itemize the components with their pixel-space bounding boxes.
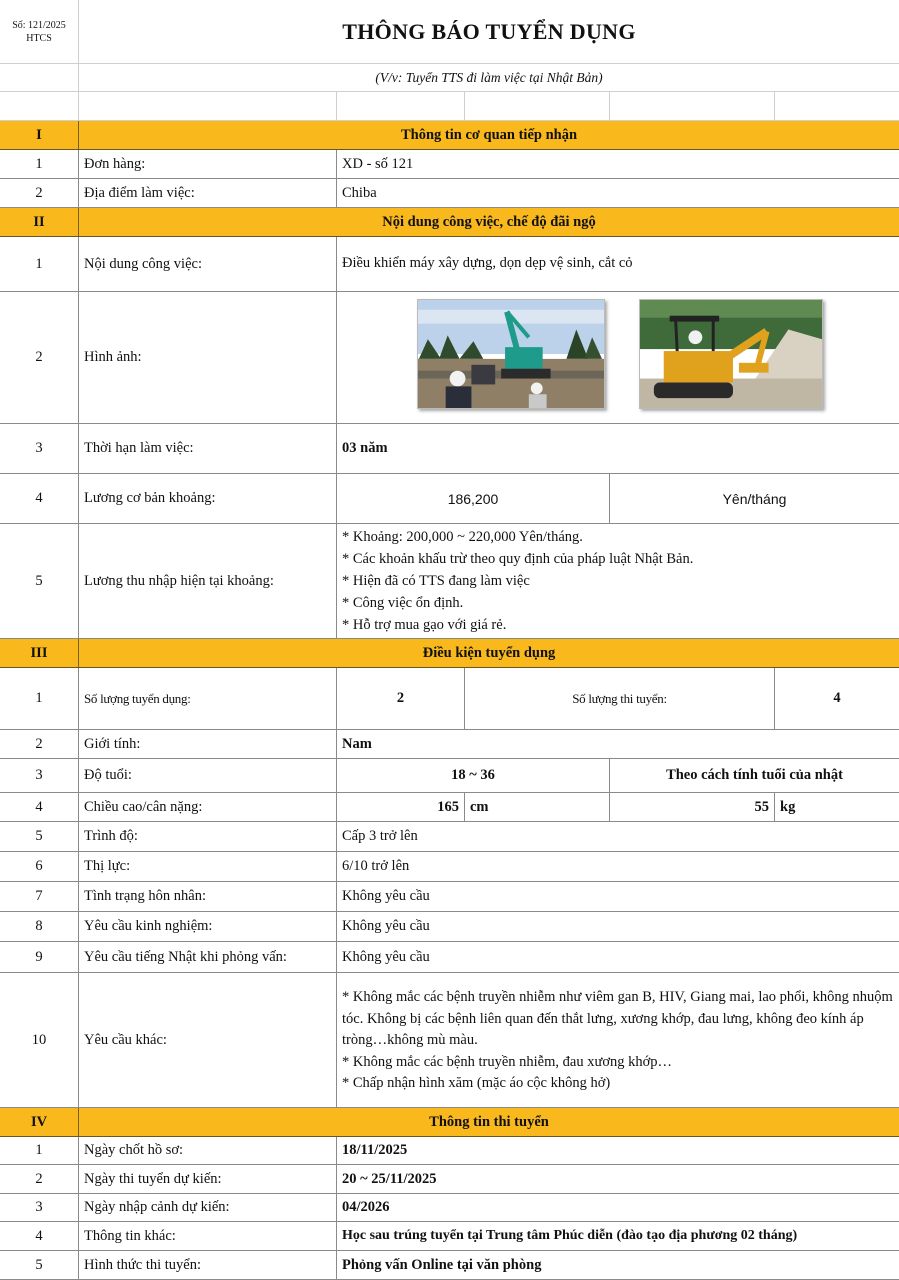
row-number: 5	[0, 822, 79, 851]
spacer-row	[0, 92, 899, 121]
row-label: Yêu cầu kinh nghiệm:	[79, 912, 337, 941]
education-value: Cấp 3 trở lên	[342, 828, 418, 844]
row-marital	[0, 882, 899, 912]
section-title: Thông tin thi tuyển	[429, 1113, 549, 1130]
row-number: 9	[0, 942, 79, 972]
section-header-II	[0, 208, 899, 237]
row-exam-format	[0, 1251, 899, 1280]
section-number: I	[0, 121, 79, 149]
row-height-weight	[0, 793, 899, 822]
income-details	[337, 524, 899, 638]
row-duration	[0, 424, 899, 474]
section-header-III	[0, 639, 899, 668]
japanese-value: Không yêu cầu	[342, 948, 430, 965]
age-note: Theo cách tính tuổi của nhật	[666, 767, 843, 783]
row-deadline	[0, 1137, 899, 1165]
quantity-value: 2	[337, 668, 465, 729]
row-label: Tình trạng hôn nhân:	[79, 882, 337, 911]
height-unit: cm	[465, 793, 610, 821]
section-number: IV	[0, 1108, 79, 1136]
row-number: 1	[0, 150, 79, 178]
row-label: Chiều cao/cân nặng:	[79, 793, 337, 821]
row-order	[0, 150, 899, 179]
row-label: Yêu cầu tiếng Nhật khi phỏng vấn:	[79, 942, 337, 972]
weight-value: 55	[610, 793, 775, 821]
requirement-line: * Không mắc các bệnh truyền nhiễm, đau xương khớp…	[342, 1053, 673, 1070]
images-cell	[337, 292, 899, 423]
row-number: 2	[0, 1165, 79, 1193]
row-images	[0, 292, 899, 424]
row-label: Số lượng tuyển dụng:	[79, 668, 337, 729]
row-number: 3	[0, 1194, 79, 1221]
exam-quantity-label: Số lượng thi tuyển:	[465, 668, 775, 729]
row-number: 4	[0, 1222, 79, 1250]
row-location	[0, 179, 899, 208]
order-value: XD - số 121	[342, 155, 414, 172]
requirement-line: * Không mắc các bệnh truyền nhiễm như viêm gan B, HIV, Giang mai, lao phổi, không nhuộm tóc. Không bị các bệnh liên quan đến thắt lưng, xương khớp, đau lưng, không đeo kính áp tròng…không mù màu.	[342, 989, 893, 1048]
excavator-photo-2	[639, 299, 823, 409]
row-label: Hình thức thi tuyển:	[79, 1251, 337, 1279]
row-education	[0, 822, 899, 852]
row-eyesight	[0, 852, 899, 882]
row-label: Trình độ:	[79, 822, 337, 851]
base-salary-value: 186,200	[337, 474, 610, 523]
eyesight-value: 6/10 trở lên	[342, 858, 410, 874]
row-label: Đơn hàng:	[79, 150, 337, 178]
exam-format-value: Phỏng vấn Online tại văn phòng	[342, 1256, 542, 1273]
row-income	[0, 524, 899, 639]
row-number: 5	[0, 1251, 79, 1279]
other-requirements-details	[337, 973, 899, 1107]
row-experience	[0, 912, 899, 942]
section-title: Nội dung công việc, chế độ đãi ngộ	[382, 213, 596, 230]
entry-date-value: 04/2026	[342, 1199, 390, 1215]
row-label: Hình ảnh:	[79, 292, 337, 423]
document-number-line1: Số: 121/2025	[12, 19, 66, 31]
row-number: 2	[0, 179, 79, 207]
row-entry-date	[0, 1194, 899, 1222]
exam-date-value: 20 ~ 25/11/2025	[342, 1170, 437, 1187]
income-line: * Hiện đã có TTS đang làm việc	[342, 573, 530, 589]
row-number: 5	[0, 524, 79, 638]
row-number: 7	[0, 882, 79, 911]
row-number: 8	[0, 912, 79, 941]
gender-value: Nam	[342, 735, 372, 752]
job-content-value: Điều khiển máy xây dựng, dọn dẹp vệ sinh, cắt cỏ	[342, 255, 633, 271]
row-number: 1	[0, 1137, 79, 1164]
row-age	[0, 759, 899, 793]
row-label: Địa điểm làm việc:	[79, 179, 337, 207]
page-title: THÔNG BÁO TUYỂN DỤNG	[342, 18, 636, 44]
row-gender	[0, 730, 899, 759]
row-label: Ngày nhập cảnh dự kiến:	[79, 1194, 337, 1221]
document-number	[0, 0, 79, 63]
page-subtitle: (V/v: Tuyển TTS đi làm việc tại Nhật Bản)	[375, 69, 603, 85]
row-other-requirements	[0, 973, 899, 1108]
title-cell	[79, 0, 899, 63]
row-label: Độ tuổi:	[79, 759, 337, 792]
section-header-I	[0, 121, 899, 150]
row-label: Thời hạn làm việc:	[79, 424, 337, 473]
row-label: Nội dung công việc:	[79, 237, 337, 291]
weight-unit: kg	[780, 798, 796, 815]
base-salary-unit: Yên/tháng	[722, 490, 787, 507]
row-other-info	[0, 1222, 899, 1251]
row-quantity	[0, 668, 899, 730]
row-label: Lương thu nhập hiện tại khoảng:	[79, 524, 337, 638]
row-label: Thông tin khác:	[79, 1222, 337, 1250]
row-number: 3	[0, 424, 79, 473]
row-label: Ngày chốt hồ sơ:	[79, 1137, 337, 1164]
experience-value: Không yêu cầu	[342, 918, 430, 934]
row-label: Ngày thi tuyển dự kiến:	[79, 1165, 337, 1193]
income-line: * Khoảng: 200,000 ~ 220,000 Yên/tháng.	[342, 529, 583, 545]
row-number: 4	[0, 474, 79, 523]
row-number: 2	[0, 292, 79, 423]
requirement-line: * Chấp nhận hình xăm (mặc áo cộc không hở)	[342, 1075, 611, 1091]
other-info-value: Học sau trúng tuyển tại Trung tâm Phúc diễn (đào tạo địa phương 02 tháng)	[342, 1228, 798, 1243]
section-header-IV	[0, 1108, 899, 1137]
row-base-salary	[0, 474, 899, 524]
section-number: II	[0, 208, 79, 236]
marital-value: Không yêu cầu	[342, 888, 430, 904]
row-label: Giới tính:	[79, 730, 337, 758]
age-value: 18 ~ 36	[337, 759, 610, 792]
row-job-content	[0, 237, 899, 292]
row-number: 3	[0, 759, 79, 792]
row-number: 10	[0, 973, 79, 1107]
excavator-photo-1	[417, 299, 605, 409]
document-number-line2: HTCS	[26, 32, 52, 44]
income-line: * Hỗ trợ mua gạo với giá rẻ.	[342, 617, 507, 633]
row-label: Thị lực:	[79, 852, 337, 881]
location-value: Chiba	[342, 184, 377, 201]
section-number: III	[0, 639, 79, 667]
section-title: Điều kiện tuyển dụng	[422, 644, 556, 661]
income-line: * Các khoản khấu trừ theo quy định của pháp luật Nhật Bản.	[342, 551, 694, 567]
subtitle-row	[0, 64, 899, 92]
row-number: 2	[0, 730, 79, 758]
height-value: 165	[337, 793, 465, 821]
row-exam-date	[0, 1165, 899, 1194]
row-number: 1	[0, 237, 79, 291]
header-row	[0, 0, 899, 64]
row-number: 6	[0, 852, 79, 881]
row-label: Yêu cầu khác:	[79, 973, 337, 1107]
row-japanese	[0, 942, 899, 973]
row-number: 4	[0, 793, 79, 821]
row-number: 1	[0, 668, 79, 729]
exam-quantity-value: 4	[833, 690, 841, 706]
income-line: * Công việc ổn định.	[342, 595, 464, 611]
section-title: Thông tin cơ quan tiếp nhận	[400, 126, 578, 143]
duration-value: 03 năm	[342, 440, 388, 456]
deadline-value: 18/11/2025	[342, 1142, 408, 1158]
row-label: Lương cơ bản khoảng:	[79, 474, 337, 523]
